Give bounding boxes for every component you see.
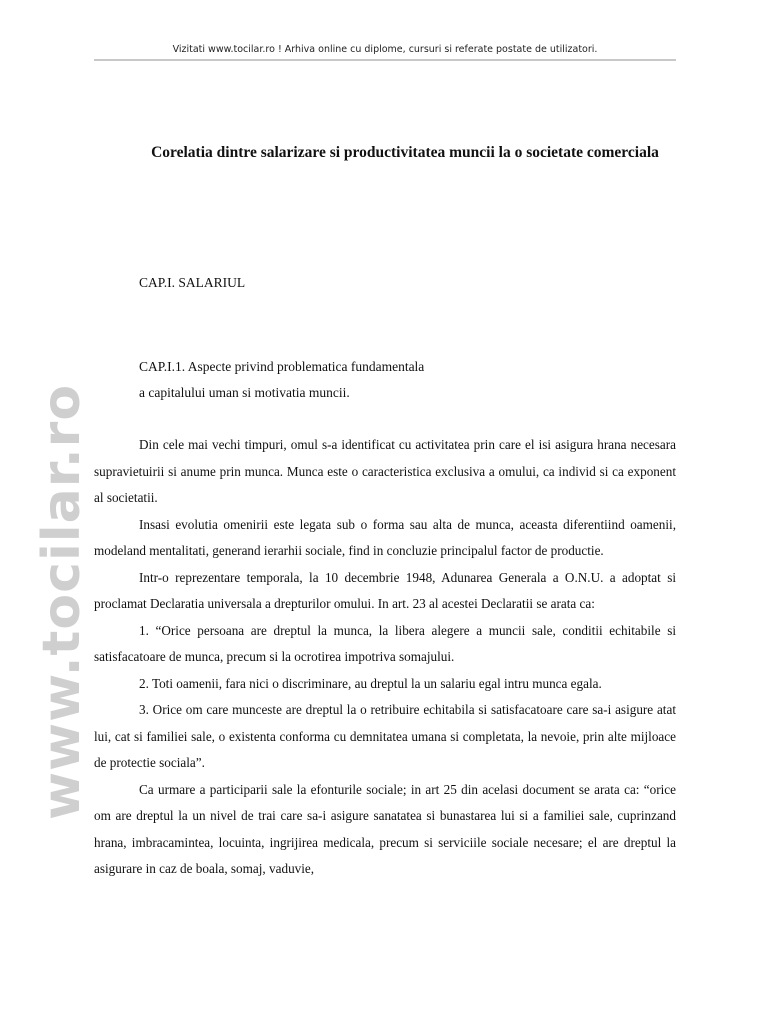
paragraph: Ca urmare a participarii sale la efonturile sociale; in art 25 din acelasi document se arata ca: “orice om are dreptul la un nivel de trai care sa-i asigure sanatatea si bunastarea lui si a familiei sale, cuprinzand hrana, imbracamintea, locuinta, ingrijirea medicala, precum si serviciile sociale necesare; el are dreptul la asigurare in caz de boala, somaj, vaduvie, (94, 781, 676, 876)
paragraph: 1. “Orice persoana are dreptul la munca, la libera alegere a muncii sale, conditii echitabile si satisfacatoare de munca, precum si la ocrotirea impotriva somajului. (94, 622, 676, 664)
paragraph: 2. Toti oamenii, fara nici o discriminare, au dreptul la un salariu egal intru munca egala. (139, 675, 602, 691)
header-divider (94, 59, 676, 61)
paragraph: 3. Orice om care munceste are dreptul la o retribuire echitabila si satisfacatoare care sa-i asigure atat lui, cat si familiei sale, o existenta conforma cu demnitatea umana si completata, la nevoie, prin alte mijloace de protectie sociala”. (94, 702, 676, 770)
paragraph: Insasi evolutia omenirii este legata sub o forma sau alta de munca, aceasta diferentiind oamenii, modeland mentalitati, generand ierarhii sociale, find in concluzie principalul factor de productie. (94, 516, 676, 558)
document-body (94, 432, 676, 883)
paragraph: Din cele mai vechi timpuri, omul s-a identificat cu activitatea prin care el isi asigura hrana necesara supravietuirii si anume prin munca. Munca este o caracteristica exclusiva a omului, ca individ si ca exponent al societatii. (94, 437, 676, 505)
watermark: www.tocilar.ro (32, 383, 92, 820)
document-title: Corelatia dintre salarizare si productivitatea muncii la o societate comerciala (151, 144, 659, 161)
section-heading-line-1: CAP.I.1. Aspecte privind problematica fundamentala (139, 359, 425, 374)
section-heading (139, 354, 424, 406)
chapter-heading: CAP.I. SALARIUL (139, 275, 246, 290)
section-heading-line-2: a capitalului uman si motivatia muncii. (139, 385, 350, 400)
page-header-text: Vizitati www.tocilar.ro ! Arhiva online cu diplome, cursuri si referate postate de utilizatori. (172, 44, 598, 55)
paragraph: Intr-o reprezentare temporala, la 10 decembrie 1948, Adunarea Generala a O.N.U. a adoptat si proclamat Declaratia universala a drepturilor omului. In art. 23 al acestei Declaratii se arata ca: (94, 569, 676, 611)
